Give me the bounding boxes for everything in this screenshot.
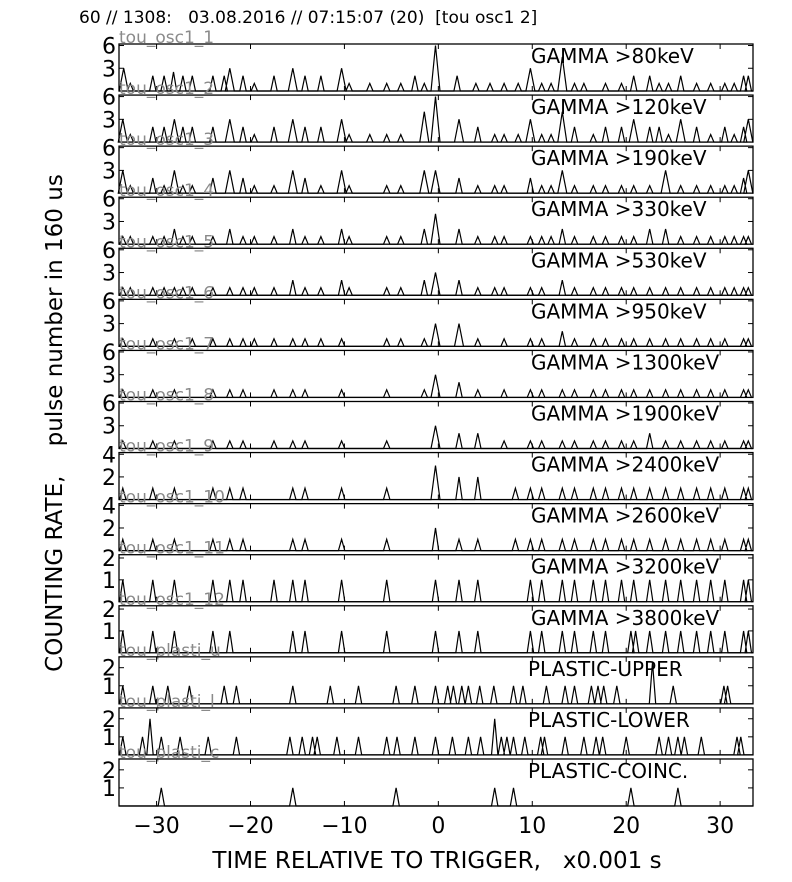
y-tick-label: 6 xyxy=(102,289,116,315)
y-tick-label: 3 xyxy=(102,414,116,440)
y-tick-label: 2 xyxy=(102,546,116,572)
panel-tag: tou_osc1_10 xyxy=(119,487,225,508)
channel-label: GAMMA >3200keV xyxy=(531,554,720,579)
y-tick-label: 1 xyxy=(102,776,116,802)
panel-tag: tou_osc1_3 xyxy=(119,130,215,151)
y-axis-label: COUNTING RATE, pulse number in 160 us xyxy=(42,174,68,672)
y-tick-label: 1 xyxy=(102,568,116,594)
channel-label: GAMMA >330keV xyxy=(531,197,707,222)
data-trace xyxy=(119,324,753,347)
y-tick-label: 2 xyxy=(102,707,116,733)
panel-tag: tou_osc1_1 xyxy=(119,28,215,48)
channel-label: GAMMA >3800keV xyxy=(531,605,720,630)
y-tick-label: 6 xyxy=(102,392,116,418)
y-tick-label: 1 xyxy=(102,619,116,645)
y-tick-label: 3 xyxy=(102,159,116,185)
data-trace xyxy=(119,375,753,398)
y-tick-label: 4 xyxy=(102,443,116,469)
y-tick-label: 4 xyxy=(102,494,116,520)
y-tick-label: 2 xyxy=(102,598,116,624)
panel-tag: tou_osc1_2 xyxy=(119,79,215,100)
panel-tag: tou_osc1_11 xyxy=(119,538,225,559)
y-tick-label: 6 xyxy=(102,85,116,111)
x-tick-label: 30 xyxy=(706,813,735,839)
data-trace xyxy=(119,426,753,449)
panel-tag: tou_osc1_8 xyxy=(119,385,215,406)
x-tick-label: 0 xyxy=(431,813,446,839)
panel-tag: tou_osc1_7 xyxy=(119,334,215,355)
y-tick-label: 6 xyxy=(102,136,116,162)
channel-label: GAMMA >120keV xyxy=(531,95,707,120)
panel-tag: tou_plasti_u xyxy=(119,640,221,661)
y-tick-label: 2 xyxy=(102,656,116,682)
y-tick-label: 6 xyxy=(102,34,116,60)
y-tick-label: 6 xyxy=(102,238,116,264)
x-axis-label: TIME RELATIVE TO TRIGGER, x0.001 s xyxy=(212,848,662,874)
channel-label: PLASTIC-COINC. xyxy=(528,758,689,783)
channel-label: GAMMA >1300keV xyxy=(531,350,720,375)
panel-tag: tou_plasti_l xyxy=(119,691,215,712)
data-trace xyxy=(119,788,753,806)
x-tick-label: −20 xyxy=(227,813,274,839)
channel-label: GAMMA >530keV xyxy=(531,248,707,273)
y-tick-label: 2 xyxy=(102,758,116,784)
y-tick-label: 1 xyxy=(102,725,116,751)
x-tick-label: 20 xyxy=(612,813,641,839)
x-tick-label: −30 xyxy=(133,813,180,839)
channel-label: GAMMA >1900keV xyxy=(531,401,720,426)
channel-label: GAMMA >80keV xyxy=(531,44,694,68)
channel-label: PLASTIC-LOWER xyxy=(528,707,690,732)
y-tick-label: 6 xyxy=(102,187,116,213)
x-tick-label: 10 xyxy=(518,813,547,839)
channel-label: GAMMA >190keV xyxy=(531,146,707,171)
chart-header: 60 // 1308: 03.08.2016 // 07:15:07 (20) [tou osc1 2] xyxy=(79,8,538,28)
channel-label: GAMMA >950keV xyxy=(531,299,707,324)
data-trace xyxy=(119,273,753,296)
panel-tag: tou_osc1_6 xyxy=(119,283,215,304)
y-tick-label: 3 xyxy=(102,210,116,236)
panel-tag: tou_plasti_c xyxy=(119,742,220,763)
x-tick-label: −10 xyxy=(321,813,368,839)
panel-tag: tou_osc1_12 xyxy=(119,589,225,610)
y-tick-label: 3 xyxy=(102,108,116,134)
y-tick-label: 3 xyxy=(102,312,116,338)
y-tick-label: 3 xyxy=(102,57,116,83)
y-tick-label: 2 xyxy=(102,465,116,491)
panel-tag: tou_osc1_9 xyxy=(119,436,215,457)
panel-tag: tou_osc1_4 xyxy=(119,181,215,202)
channel-label: GAMMA >2600keV xyxy=(531,503,720,528)
y-tick-label: 2 xyxy=(102,516,116,542)
channel-label: PLASTIC-UPPER xyxy=(528,656,683,681)
panel-tag: tou_osc1_5 xyxy=(119,232,215,253)
y-tick-label: 3 xyxy=(102,363,116,389)
y-tick-label: 6 xyxy=(102,340,116,366)
channel-label: GAMMA >2400keV xyxy=(531,452,720,477)
y-tick-label: 3 xyxy=(102,261,116,287)
y-tick-label: 1 xyxy=(102,674,116,700)
